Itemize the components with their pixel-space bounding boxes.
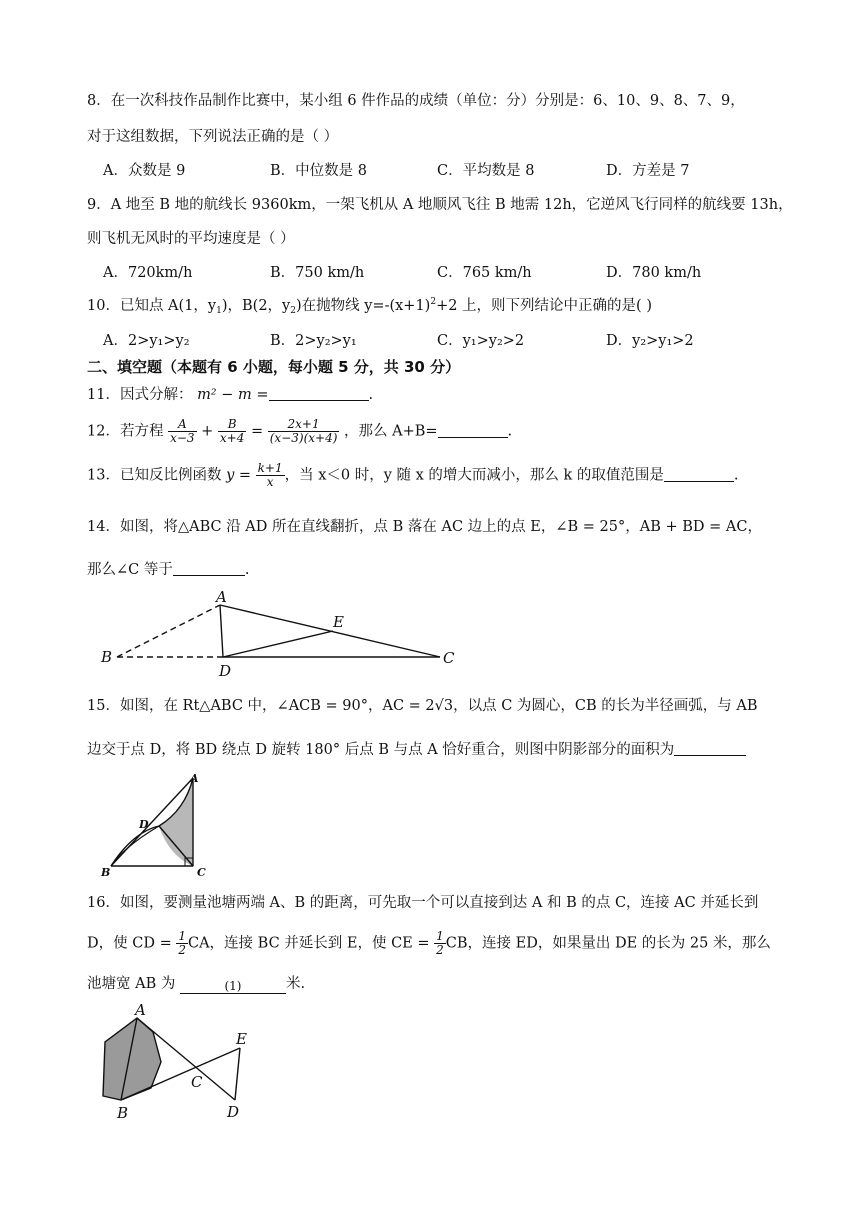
q12-line: 12．若方程 $\frac{A}{x-3}$ + $\frac{B}{x+4}$ = $\frac{2x+1}{(x-3)(x+4)}$ ，那么 A+B= .	[87, 417, 513, 445]
q16-fraction-1: $\frac{1}{2}$	[178, 929, 186, 957]
q15-line2-text: 边交于点 D，将 BD 绕点 D 旋转 180° 后点 B 与点 A 恰好重合，则图中阴影部分的面积为	[87, 742, 675, 758]
q12-suffix: .	[507, 423, 513, 440]
q13-prefix: 13．已知反比例函数	[87, 467, 222, 484]
q16-label-c: C	[191, 1073, 203, 1091]
q11-expression: m² − m =	[197, 387, 269, 403]
q14-triangle-figure	[95, 585, 465, 680]
q16-fraction-2: $\frac{1}{2}$	[436, 929, 444, 957]
q14-line2-text: 那么∠C 等于	[87, 562, 173, 578]
q13-tail: ，当 x＜0 时，y 随 x 的增大而减小，那么 k 的取值范围是	[284, 467, 664, 484]
q15-line2	[87, 738, 746, 759]
q11-answer-blank	[269, 386, 369, 401]
q15-line1: 15．如图，在 Rt△ABC 中，∠ACB = 90°，AC = 2√3，以点 C 为圆心，CB 的长为半径画弧，与 AB	[87, 698, 758, 714]
q16-line1: 16．如图，要测量池塘两端 A、B 的距离，可先取一个可以直接到达 A 和 B 的点 C，连接 AC 并延长到	[87, 895, 759, 911]
q8-option-d: D．方差是 7	[606, 163, 690, 179]
q16-label-a: A	[135, 1001, 146, 1019]
q12-prefix: 12．若方程	[87, 423, 164, 440]
q10-prefix: 10．已知点 A(1，y	[87, 298, 217, 314]
q16-label-d: D	[227, 1103, 240, 1121]
q16-answer-blank: (1)	[180, 979, 286, 994]
q15-arc-figure	[95, 770, 225, 880]
q10-option-a: A．2>y₁>y₂	[103, 333, 190, 349]
q14-label-d: D	[219, 662, 232, 680]
q13-fraction: $\frac{k+1}{x}$	[257, 461, 283, 489]
q8-option-b: B．中位数是 8	[270, 163, 367, 179]
q15-label-c: C	[197, 866, 206, 879]
q10-option-b: B．2>y₂>y₁	[270, 333, 357, 349]
q9-line2: 则飞机无风时的平均速度是（ ）	[87, 231, 295, 247]
q14-line1: 14．如图，将△ABC 沿 AD 所在直线翻折，点 B 落在 AC 边上的点 E，∠B = 25°，AB + BD = AC，	[87, 519, 762, 535]
q14-answer-blank	[173, 561, 245, 576]
q15-label-d: D	[139, 818, 149, 831]
q11-prefix: 11．因式分解：	[87, 387, 193, 403]
q9-option-d: D．780 km/h	[606, 265, 702, 281]
q10-option-d: D．y₂>y₁>2	[606, 333, 694, 349]
q14-line2	[87, 558, 249, 579]
section-heading: 二、填空题（本题有 6 小题，每小题 5 分，共 30 分）	[87, 358, 461, 376]
q16-line3a: 池塘宽 AB 为	[87, 976, 176, 992]
q10-suffix: +2 上，则下列结论中正确的是( )	[436, 298, 652, 314]
q16-label-e: E	[236, 1030, 247, 1048]
q16-line2c: CB，连接 ED，如果量出 DE 的长为 25 米，那么	[445, 935, 771, 952]
q15-label-b: B	[101, 866, 111, 879]
q9-option-a: A．720km/h	[103, 265, 193, 281]
q12-answer-blank	[438, 423, 508, 438]
q16-line2a: D，使 CD =	[87, 935, 172, 952]
q16-pond-figure	[95, 1000, 265, 1125]
q10-option-c: C．y₁>y₂>2	[437, 333, 525, 349]
q16-line3	[87, 972, 305, 994]
q10-mid1: )，B(2，y	[221, 298, 291, 314]
q12-fraction-a: $\frac{A}{x-3}$	[170, 417, 195, 445]
q15-answer-blank	[674, 741, 746, 756]
q14-label-e: E	[333, 613, 344, 631]
q9-option-b: B．750 km/h	[270, 265, 365, 281]
q14-suffix: .	[244, 562, 250, 578]
q16-label-b: B	[117, 1104, 129, 1122]
q10-mid2: )在抛物线 y=-(x+1)	[295, 298, 431, 314]
q8-line1: 8．在一次科技作品制作比赛中，某小组 6 件作品的成绩（单位：分）分别是：6、10、9、8、7、9，	[87, 93, 745, 109]
q9-line1: 9．A 地至 B 地的航线长 9360km，一架飞机从 A 地顺风飞往 B 地需 12h，它逆风飞行同样的航线要 13h，	[87, 197, 793, 213]
q16-line3b: 米.	[285, 976, 306, 992]
q13-line: 13．已知反比例函数 y = $\frac{k+1}{x}$ ，当 x＜0 时，y 随 x 的增大而减小，那么 k 的取值范围是 .	[87, 461, 739, 489]
q12-fraction-rhs: $\frac{2x+1}{(x-3)(x+4)}$	[269, 417, 338, 445]
q10-line: 10．已知点 A(1，$y_1$)，B(2，$y_2$)在抛物线 $y=-(x+1)^2+2$ 上，则下列结论中正确的是( )	[87, 297, 652, 316]
q13-suffix: .	[733, 467, 739, 484]
q14-label-c: C	[443, 649, 455, 667]
q13-answer-blank	[664, 467, 734, 482]
q12-fraction-b: $\frac{B}{x+4}$	[219, 417, 245, 445]
q8-line2: 对于这组数据，下列说法正确的是（ ）	[87, 129, 339, 145]
q15-label-a: A	[190, 772, 199, 785]
q12-tail: ，那么 A+B=	[344, 423, 438, 440]
q14-label-a: A	[216, 588, 227, 606]
q9-option-c: C．765 km/h	[437, 265, 532, 281]
q16-line2b: CA，连接 BC 并延长到 E，使 CE =	[187, 935, 430, 952]
q14-label-b: B	[101, 648, 113, 666]
q16-line2	[87, 930, 771, 957]
q8-option-a: A．众数是 9	[103, 163, 186, 179]
q8-option-c: C．平均数是 8	[437, 163, 535, 179]
q11-suffix: .	[368, 387, 374, 403]
q11-line	[87, 383, 373, 404]
